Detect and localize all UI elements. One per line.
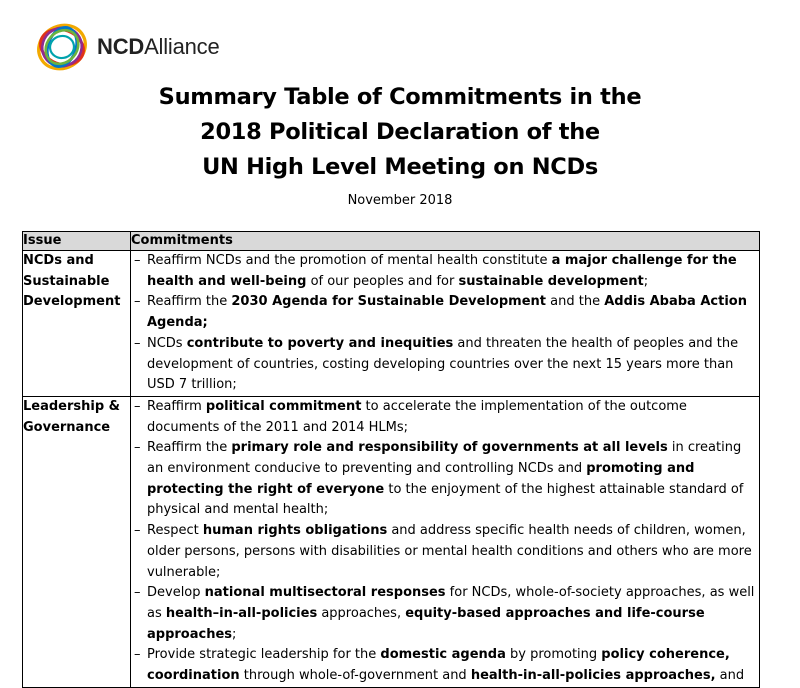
commitment-emphasis: political commitment: [205, 398, 362, 414]
commitment-text: of our peoples and for: [306, 273, 459, 289]
commitment-emphasis: national multisectoral responses: [204, 585, 446, 601]
table-body: [23, 251, 760, 688]
commitment-text: Develop: [147, 585, 205, 601]
ncd-alliance-logo-mark-icon: [34, 22, 90, 72]
commitment-emphasis: promoting and protecting the right of everyone: [147, 461, 695, 497]
table-row: [23, 251, 760, 397]
commitment-list: [131, 251, 759, 396]
commitment-item: [131, 583, 759, 645]
commitment-item: [131, 438, 759, 521]
commitment-emphasis: a major challenge for the health and well-being: [147, 253, 737, 289]
commitment-item: [131, 292, 759, 333]
commitment-text: to accelerate the implementation of the outcome documents of the 2011 and 2014 HLMs;: [147, 398, 687, 435]
commitments-table: [22, 231, 760, 688]
title-line: Summary Table of Commitments in the: [158, 84, 642, 110]
issue-cell: NCDs and Sustainable Development: [23, 251, 131, 397]
title-line: 2018 Political Declaration of the: [200, 119, 600, 145]
commitment-text: ;: [643, 273, 649, 289]
commitment-emphasis: 2030 Agenda for Sustainable Development: [231, 294, 547, 310]
document-date: November 2018: [347, 193, 453, 208]
commitment-text: through whole-of-government and: [239, 668, 471, 684]
commitment-emphasis: policy coherence, coordination: [147, 647, 730, 684]
commitment-text: ;: [232, 626, 237, 642]
commitment-text: Reaffirm the: [147, 294, 232, 310]
commitment-emphasis: Addis Ababa Action Agenda;: [147, 294, 747, 331]
commitment-text: and the: [546, 294, 605, 310]
commitment-list: [131, 397, 759, 687]
commitments-cell: [131, 251, 760, 397]
logo-wordmark: NCDAlliance: [97, 34, 220, 59]
commitment-emphasis: contribute to poverty and inequities: [186, 335, 454, 351]
commitment-text: Reaffirm: [147, 398, 206, 414]
issue-cell: Leadership & Governance: [23, 396, 131, 687]
commitment-emphasis: sustainable development: [458, 273, 644, 289]
table-row: [23, 396, 760, 687]
commitment-item: [131, 521, 759, 583]
commitment-emphasis: health–in-all-policies: [165, 605, 318, 621]
document-title: [0, 80, 800, 185]
table-header-row: [23, 232, 760, 251]
commitment-text: for NCDs, whole-of-society approaches, as well as: [147, 585, 755, 621]
commitment-text: NCDs: [147, 335, 187, 351]
commitment-emphasis: human rights obligations: [202, 523, 388, 539]
commitment-text: and threaten the health of peoples and the development of countries, costing developing countries over the next 15 years more than USD 7 trillion;: [147, 335, 739, 393]
commitment-text: and: [715, 668, 745, 684]
title-line: UN High Level Meeting on NCDs: [202, 154, 598, 180]
commitment-emphasis: primary role and responsibility of governments at all levels: [231, 440, 668, 456]
commitment-item: [131, 645, 759, 686]
commitment-text: in creating an environment conducive to preventing and controlling NCDs and: [147, 440, 742, 477]
commitment-text: Respect: [147, 523, 203, 539]
commitments-column-header: Commitments: [131, 232, 760, 251]
commitment-emphasis: domestic agenda: [380, 647, 506, 663]
commitment-emphasis: health-in-all-policies approaches,: [470, 668, 716, 684]
commitment-item: [131, 334, 759, 396]
commitments-cell: [131, 396, 760, 687]
commitment-text: and address specific health needs of children, women, older persons, persons with disabilities or mental health conditions and others who are more vulnerable;: [147, 523, 752, 580]
commitment-text: by promoting: [505, 647, 602, 663]
commitment-text: Reaffirm the: [147, 440, 232, 456]
commitment-emphasis: equity-based approaches and life-course approaches: [147, 605, 705, 642]
commitment-text: Reaffirm NCDs and the promotion of mental health constitute: [147, 253, 552, 268]
commitment-item: [131, 251, 759, 292]
commitment-text: approaches,: [317, 605, 406, 621]
commitment-text: Provide strategic leadership for the: [147, 647, 381, 663]
issue-column-header: Issue: [23, 232, 131, 251]
commitment-item: [131, 397, 759, 438]
commitment-text: to the enjoyment of the highest attainable standard of physical and mental health;: [147, 481, 744, 518]
ncd-alliance-logo: [34, 22, 220, 72]
